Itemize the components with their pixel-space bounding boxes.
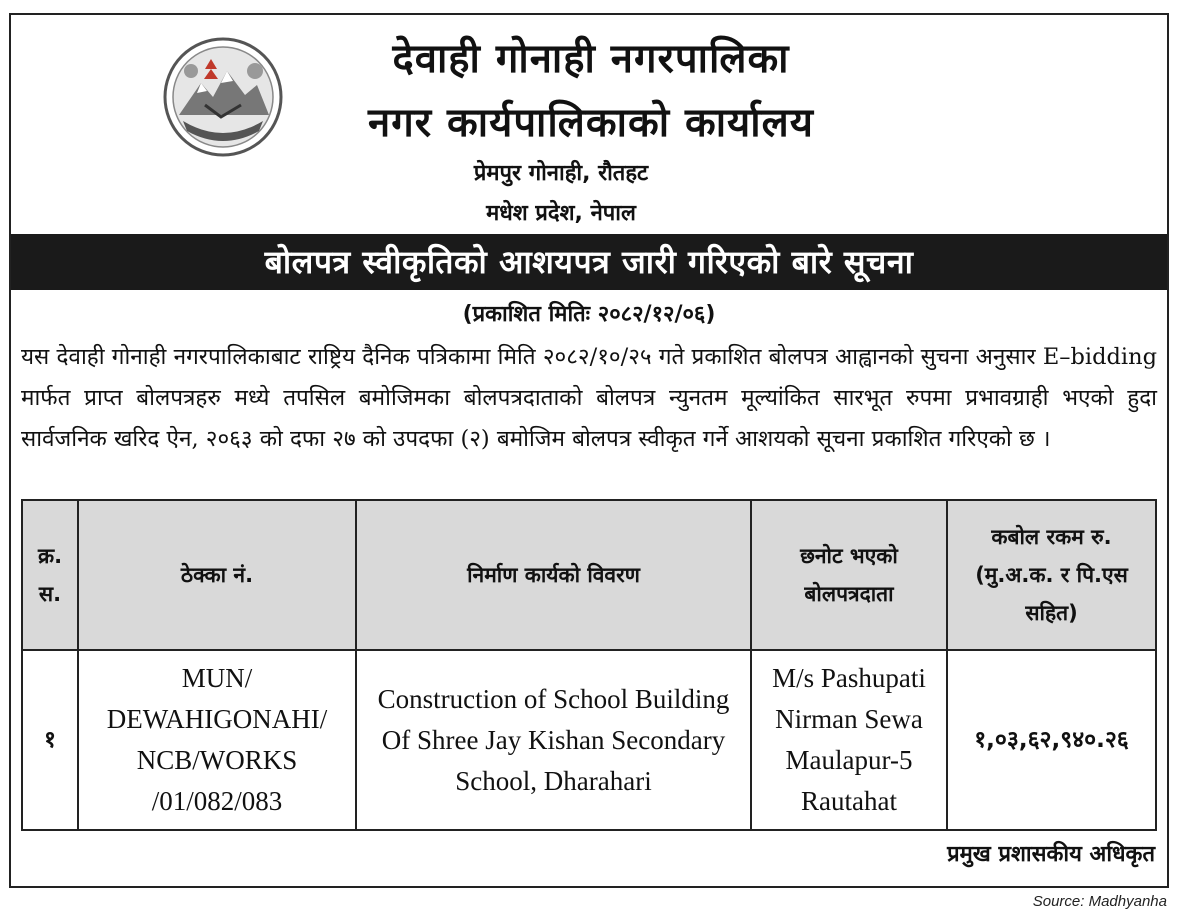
bid-table <box>21 499 1157 831</box>
office-subtitle: नगर कार्यपालिकाको कार्यालय <box>368 100 814 146</box>
table-row <box>22 650 1156 830</box>
column-header-description: निर्माण कार्यको विवरण <box>356 500 751 650</box>
signatory-title: प्रमुख प्रशासकीय अधिकृत <box>947 842 1155 867</box>
source-credit: Source: Madhyanha <box>1032 893 1167 910</box>
cell-bidder: M/s Pashupati Nirman Sewa Maulapur-5 Rautahat <box>751 650 947 830</box>
cell-sn: १ <box>22 650 78 830</box>
address-line-1: प्रेमपुर गोनाही, रौतहट <box>473 161 649 186</box>
cell-amount: १,०३,६२,९४०.२६ <box>947 650 1156 830</box>
address-line-2: मधेश प्रदेश, नेपाल <box>486 201 636 226</box>
cell-contract-no: MUN/ DEWAHIGONAHI/ NCB/WORKS /01/082/083 <box>78 650 356 830</box>
column-header-bidder: छनोट भएको बोलपत्रदाता <box>751 500 947 650</box>
table-header-row <box>22 500 1156 650</box>
column-header-amount: कबोल रकम रु.(मु.अ.क. र पि.एस सहित) <box>947 500 1156 650</box>
column-header-contract-no: ठेक्का नं. <box>78 500 356 650</box>
nepal-government-emblem-icon <box>161 35 286 160</box>
published-date: (प्रकाशित मितिः २०८२/१२/०६) <box>462 302 716 327</box>
column-header-sn: क्र. स. <box>22 500 78 650</box>
cell-description: Construction of School Building Of Shree Jay Kishan Secondary School, Dharahari <box>356 650 751 830</box>
notice-heading-banner: बोलपत्र स्वीकृतिको आशयपत्र जारी गरिएको बारे सूचना <box>11 234 1167 290</box>
notice-document <box>9 13 1169 888</box>
notice-header <box>11 15 1167 233</box>
notice-body: यस देवाही गोनाही नगरपालिकाबाट राष्ट्रिय दैनिक पत्रिकामा मिति २०८२/१०/२५ गते प्रकाशित बोलपत्र आह्वानको सुचना अनुसार E–bidding मार्फत प्राप्त बोलपत्रहरु मध्ये तपसिल बमोजिमका बोलपत्रदाताको बोलपत्र न्युनतम मूल्यांकित सारभूत रुपमा प्रभावग्राही भएको हुदा सार्वजनिक खरिद ऐन, २०६३ को दफा २७ को उपदफा (२) बमोजिम बोलपत्र स्वीकृत गर्ने आशयको सूचना प्रकाशित गरिएको छ । <box>21 344 1157 452</box>
office-title: देवाही गोनाही नगरपालिका <box>392 36 790 82</box>
